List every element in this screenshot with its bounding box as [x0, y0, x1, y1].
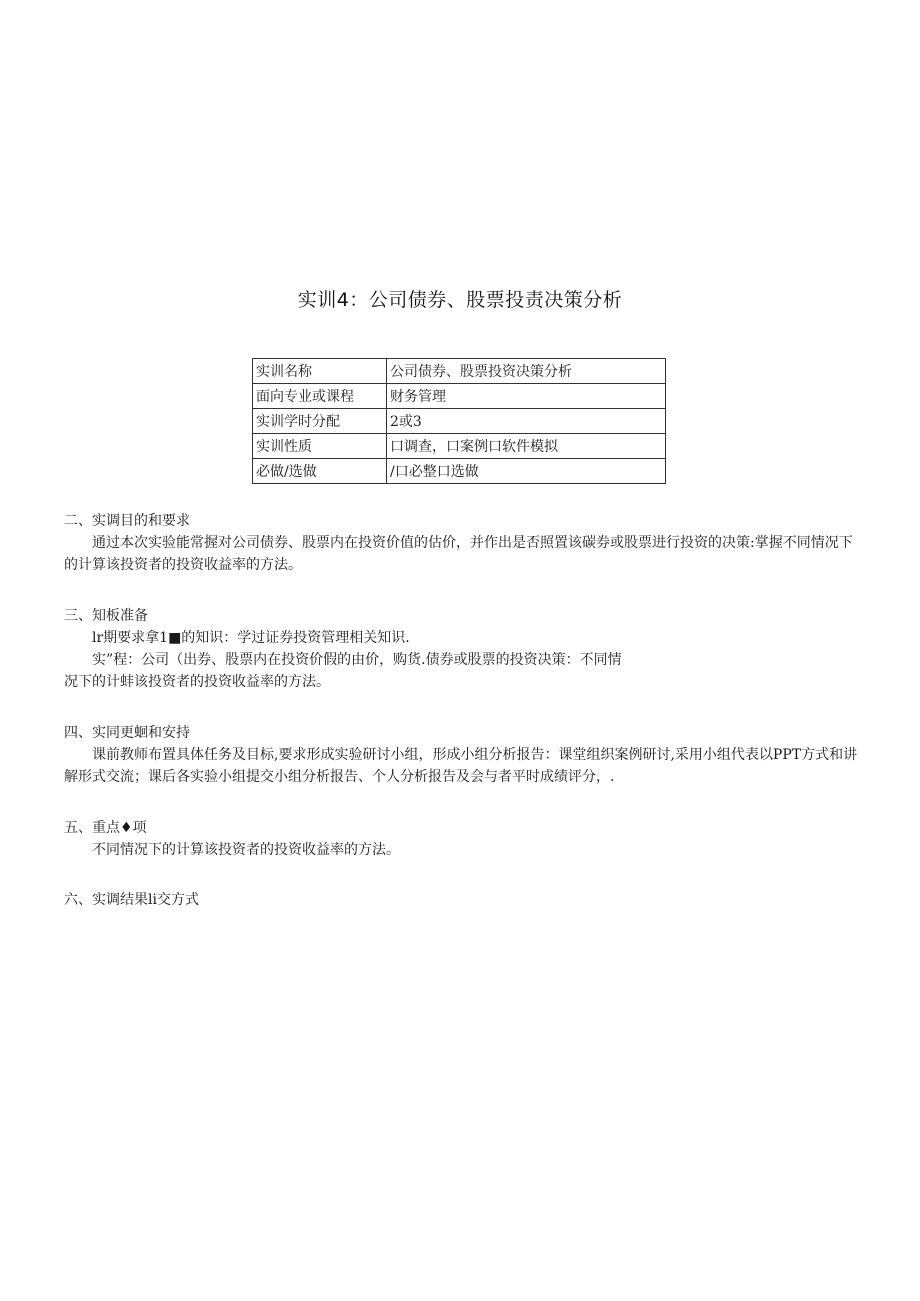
section-heading: 五、重点♦项 — [64, 820, 147, 836]
table-cell-label: 实训性质 — [253, 434, 387, 459]
section-knowledge — [64, 605, 864, 693]
section-line: 况下的计蚌该投资者的投资收益率的方法。 — [64, 674, 330, 690]
table-cell-label: 实训名称 — [253, 359, 387, 384]
table-row — [253, 459, 666, 484]
table-cell-value: 财务管理 — [387, 384, 666, 409]
section-heading: 二、实调目的和要求 — [64, 513, 190, 529]
document-title: 实训4：公司债券、股票投责决策分析 — [297, 289, 623, 311]
section-heading: 四、实同更蛔和安持 — [64, 725, 190, 741]
section-line: lr期要求拿1■的知识：学过证券投资管理相关知识. — [92, 630, 410, 646]
table-cell-label: 实训学时分配 — [253, 409, 387, 434]
table-cell-value: 口调查，口案例口软件模拟 — [387, 434, 666, 459]
table-row — [253, 409, 666, 434]
section-paragraph: 不同情况下的计算该投资者的投资收益率的方法。 — [92, 842, 400, 858]
table-cell-label: 面向专业或课程 — [253, 384, 387, 409]
section-arrangement — [64, 722, 864, 788]
section-line: 实”程：公司（出券、股票内在投资价假的由价，购货.债券或股票的投资决策：不同情 — [92, 652, 622, 668]
section-heading: 三、知板准备 — [64, 608, 148, 624]
table-cell-value: 公司债券、股票投资决策分析 — [387, 359, 666, 384]
table-row — [253, 384, 666, 409]
training-info-table — [252, 358, 666, 484]
section-paragraph: 课前教师布置具体任务及目标,要求形成实验研讨小组，形成小组分析报告：课堂组织案例研讨,采用小组代表以PPT方式和讲解形式交流；课后各实验小组提交小组分析报告、个人分析报告及会与者平时成绩评分，. — [64, 747, 858, 785]
section-key-points — [64, 817, 864, 861]
table-row — [253, 434, 666, 459]
table-cell-value: /口必整口选做 — [387, 459, 666, 484]
section-heading: 六、实调结果li交方式 — [64, 892, 199, 908]
table-cell-label: 必做/选做 — [253, 459, 387, 484]
section-objectives — [64, 510, 864, 576]
section-submission — [64, 889, 864, 911]
table-row — [253, 359, 666, 384]
section-paragraph: 通过本次实验能常握对公司债券、股票内在投资价值的估价，并作出是否照置该碳券或股票进行投资的决策:掌握不同情况下的计算该投资者的投资收益率的方法。 — [64, 535, 853, 573]
table-cell-value: 2或3 — [387, 409, 666, 434]
